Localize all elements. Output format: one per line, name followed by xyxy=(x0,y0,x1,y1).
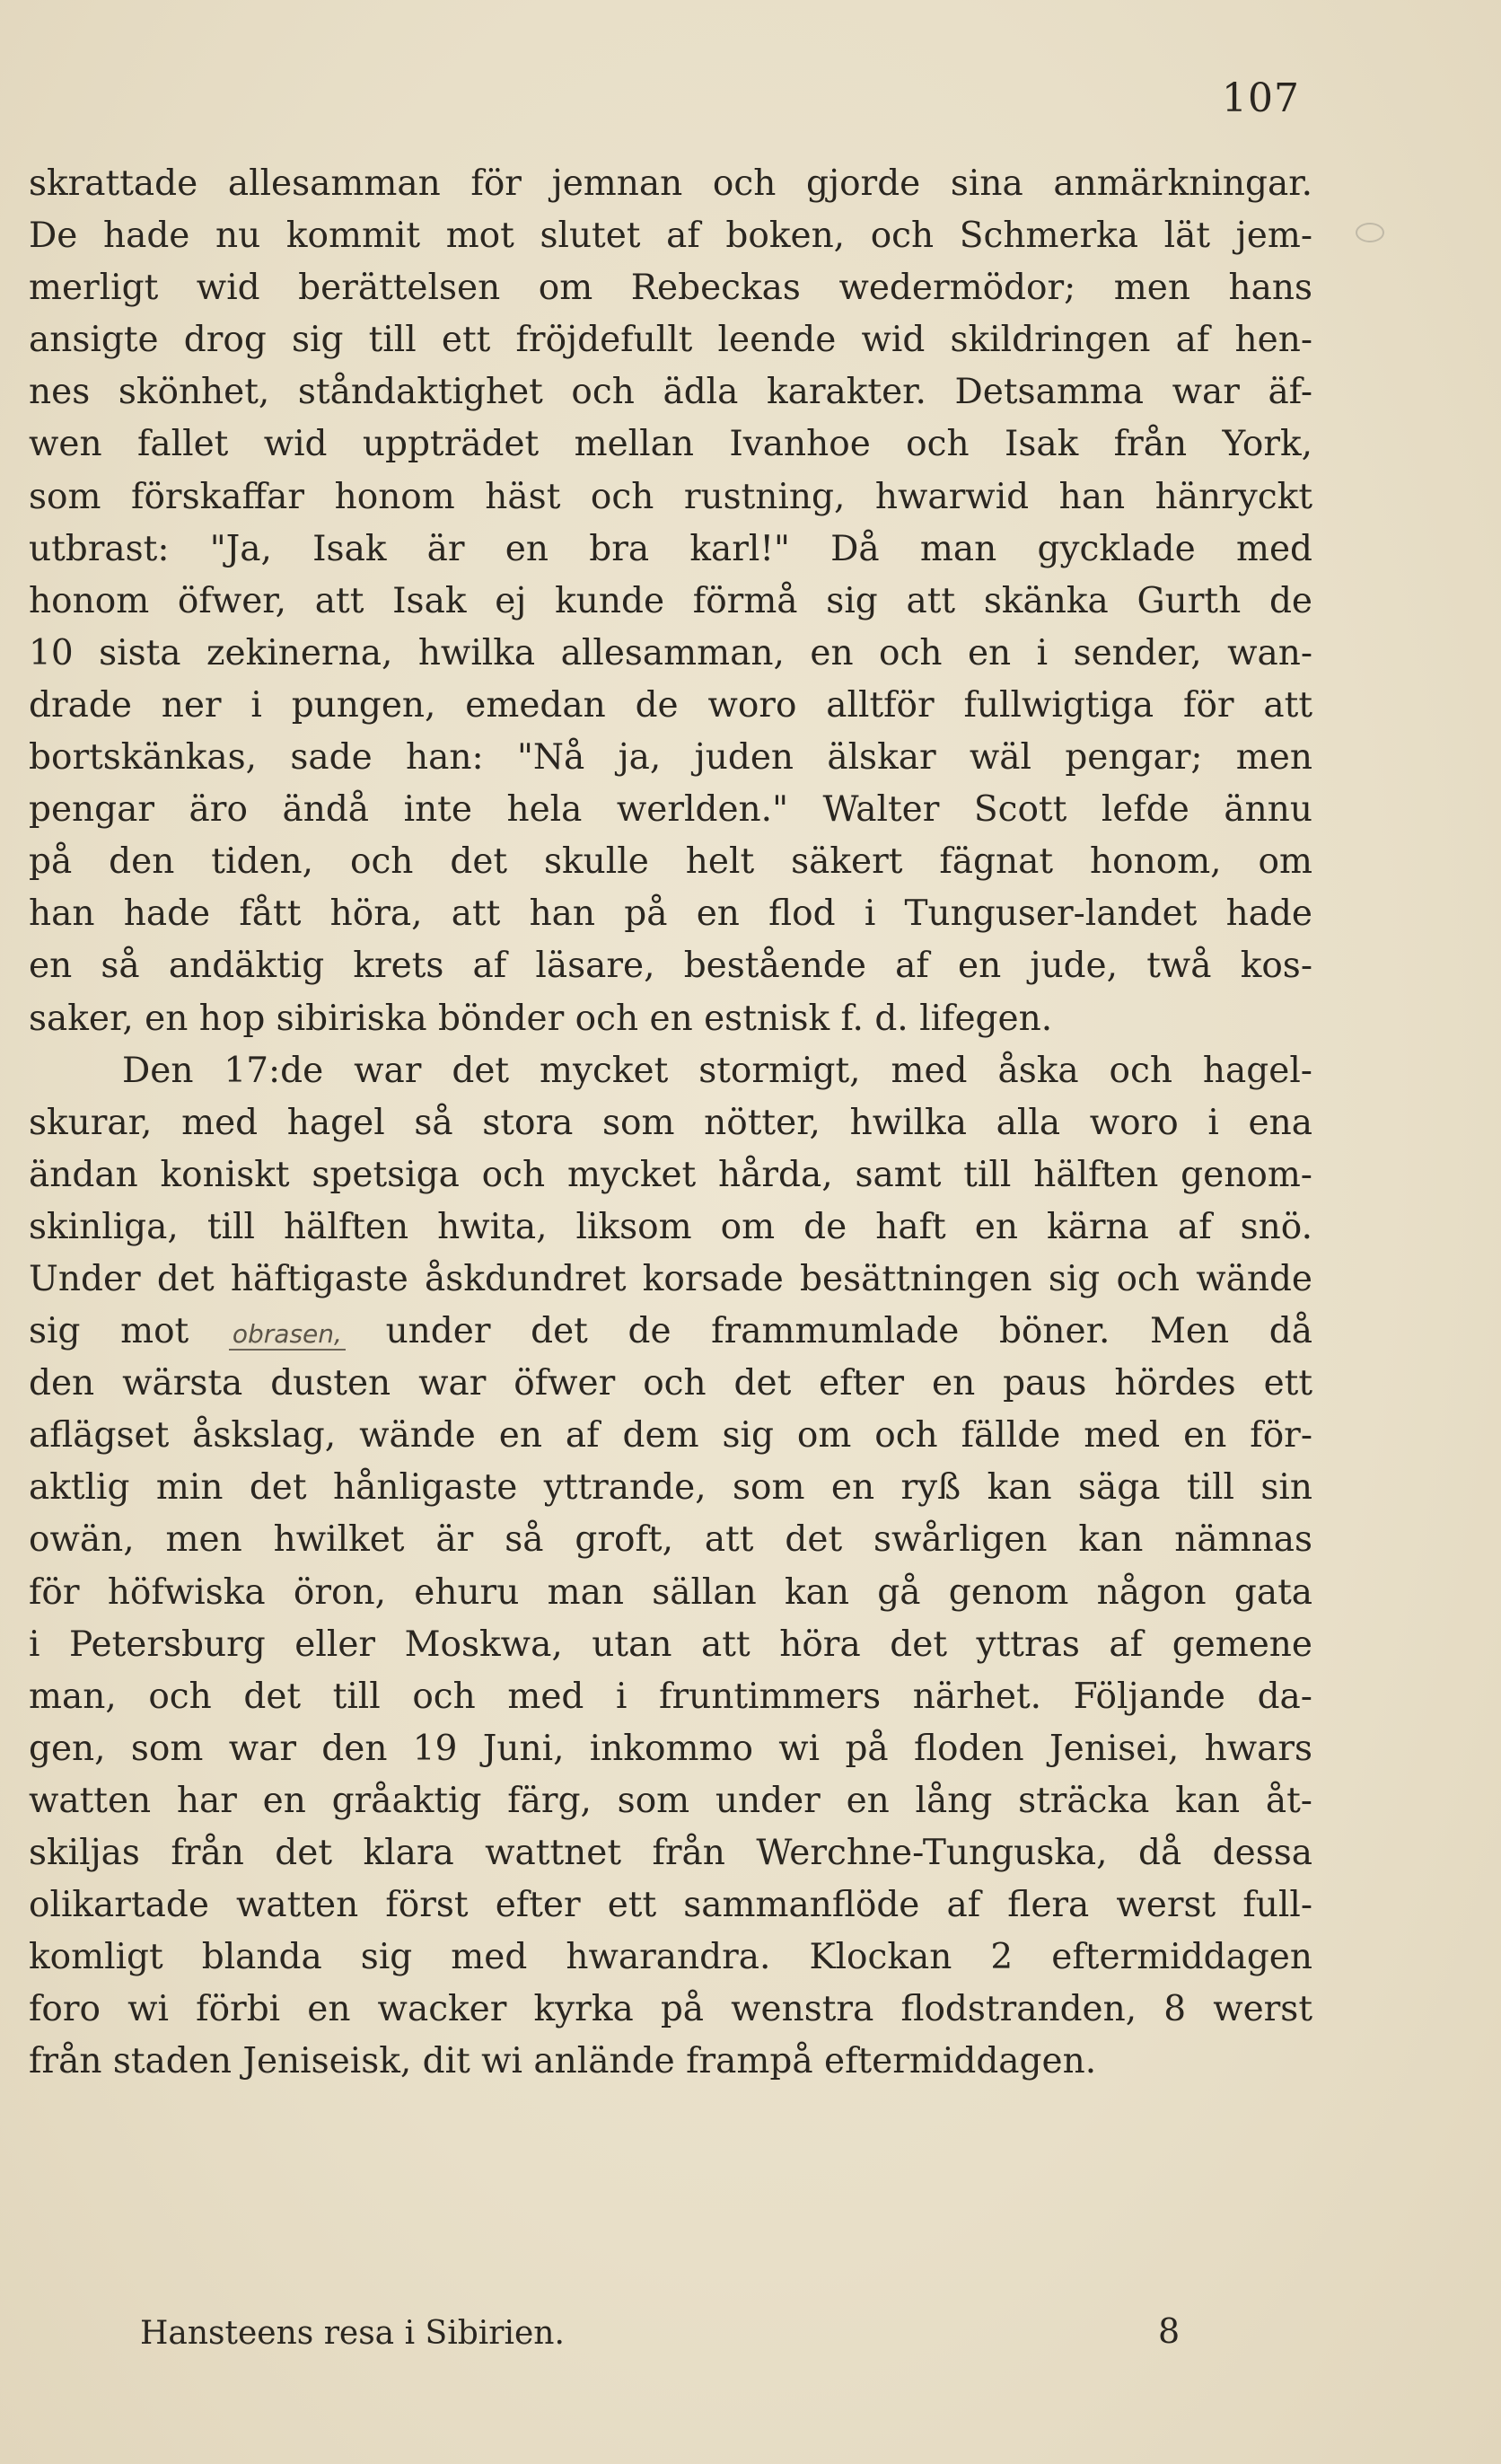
text-line: komligt blanda sig med hwarandra. Klockan 2 eftermiddagen xyxy=(29,1937,1312,1978)
text-line: utbrast: "Ja, Isak är en bra karl!" Då man gycklade med xyxy=(29,528,1312,569)
text-line: som förskaffar honom häst och rustning, hwarwid han hänryckt xyxy=(29,476,1312,517)
text-line: nes skönhet, ståndaktighet och ädla karakter. Detsamma war äf- xyxy=(29,372,1312,413)
page-number: 107 xyxy=(1222,75,1300,121)
footer-signature: Hansteens resa i Sibirien. xyxy=(140,2315,565,2352)
text-segment: sig mot xyxy=(29,1311,189,1352)
text-line: skinliga, till hälften hwita, liksom om de haft en kärna af snö. xyxy=(29,1206,1312,1247)
library-stamp-mark xyxy=(1356,223,1384,242)
text-line: bortskänkas, sade han: "Nå ja, juden älskar wäl pengar; men xyxy=(29,737,1312,779)
text-line: saker, en hop sibiriska bönder och en estnisk f. d. lifegen. xyxy=(29,998,1053,1039)
text-line: pengar äro ändå inte hela werlden." Walter Scott lefde ännu xyxy=(29,789,1312,831)
text-line: på den tiden, och det skulle helt säkert fägnat honom, om xyxy=(29,841,1312,883)
text-line: ansigte drog sig till ett fröjdefullt leende wid skildringen af hen- xyxy=(29,320,1312,361)
text-line: Den 17:de war det mycket stormigt, med åska och hagel- xyxy=(122,1050,1312,1091)
text-line: för höfwiska öron, ehuru man sällan kan gå genom någon gata xyxy=(29,1571,1312,1613)
text-line: Under det häftigaste åskdundret korsade besättningen sig och wände xyxy=(29,1258,1312,1299)
text-line: olikartade watten först efter ett sammanflöde af flera werst full- xyxy=(29,1885,1312,1926)
body-text xyxy=(29,158,1312,2088)
text-line: wen fallet wid uppträdet mellan Ivanhoe och Isak från York, xyxy=(29,424,1312,465)
text-line: gen, som war den 19 Juni, inkommo wi på floden Jenisei, hwars xyxy=(29,1728,1312,1769)
footer-sheet-number: 8 xyxy=(1158,2311,1181,2351)
text-line: skurar, med hagel så stora som nötter, hwilka alla woro i ena xyxy=(29,1102,1312,1143)
text-line: aflägset åskslag, wände en af dem sig om och fällde med en för- xyxy=(29,1415,1312,1456)
text-line: han hade fått höra, att han på en flod i Tunguser-landet hade xyxy=(29,893,1312,935)
text-segment: under det de frammumlade böner. Men då xyxy=(385,1311,1312,1352)
text-line: skiljas från det klara wattnet från Werchne-Tunguska, då dessa xyxy=(29,1833,1312,1873)
text-line: drade ner i pungen, emedan de woro alltför fullwigtiga för att xyxy=(29,684,1312,726)
text-line: owän, men hwilket är så groft, att det swårligen kan nämnas xyxy=(29,1519,1312,1561)
text-line: i Petersburg eller Moskwa, utan att höra det yttras af gemene xyxy=(29,1624,1312,1665)
text-line: ändan koniskt spetsiga och mycket hårda, samt till hälften genom- xyxy=(29,1154,1312,1195)
text-line-with-annotation xyxy=(29,1306,1312,1358)
text-line: skrattade allesamman för jemnan och gjorde sina anmärkningar. xyxy=(29,163,1312,204)
text-line: den wärsta dusten war öfwer och det efter en paus hördes ett xyxy=(29,1363,1312,1404)
text-line: foro wi förbi en wacker kyrka på wenstra flodstranden, 8 werst xyxy=(29,1989,1312,2030)
text-line: en så andäktig krets af läsare, bestående af en jude, twå kos- xyxy=(29,946,1312,987)
text-line: De hade nu kommit mot slutet af boken, och Schmerka lät jem- xyxy=(29,216,1312,257)
text-line: aktlig min det hånligaste yttrande, som en ryß kan säga till sin xyxy=(29,1467,1312,1509)
text-line: watten har en gråaktig färg, som under en lång sträcka kan åt- xyxy=(29,1780,1312,1821)
text-line: från staden Jeniseisk, dit wi anlände frampå eftermiddagen. xyxy=(29,2041,1097,2082)
text-line: man, och det till och med i fruntimmers närhet. Följande da- xyxy=(29,1676,1312,1717)
text-line: 10 sista zekinerna, hwilka allesamman, en och en i sender, wan- xyxy=(29,632,1312,673)
handwritten-annotation: obrasen, xyxy=(229,1319,346,1351)
text-line: honom öfwer, att Isak ej kunde förmå sig att skänka Gurth de xyxy=(29,580,1312,621)
text-line: merligt wid berättelsen om Rebeckas wedermödor; men hans xyxy=(29,268,1312,309)
